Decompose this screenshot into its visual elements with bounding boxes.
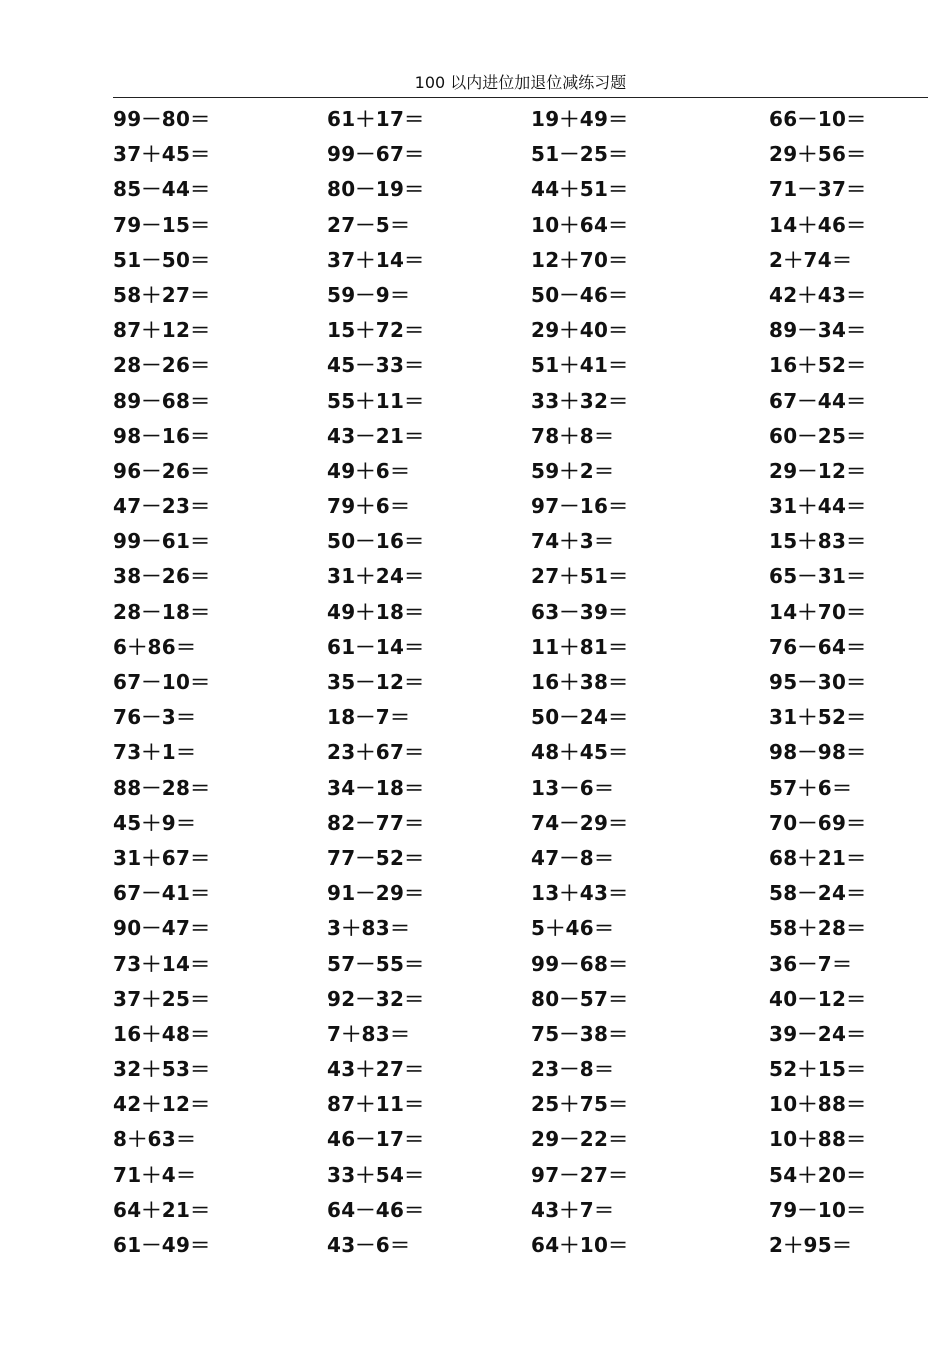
math-problem: 16＋38＝ xyxy=(531,670,629,694)
math-problem: 85－44＝ xyxy=(113,177,211,202)
math-problem: 60－25＝ xyxy=(769,423,867,448)
math-problem: 90－47＝ xyxy=(113,916,211,941)
math-problem: 74＋3＝ xyxy=(531,529,615,554)
math-problem: 67－10＝ xyxy=(113,670,211,694)
math-problem: 71＋4＝ xyxy=(113,1162,197,1187)
math-problem: 13－6＝ xyxy=(531,775,615,800)
math-problem: 15＋72＝ xyxy=(327,318,425,343)
math-problem: 8＋63＝ xyxy=(113,1127,197,1152)
math-problem: 10＋88＝ xyxy=(769,1092,867,1117)
math-problem: 58＋27＝ xyxy=(113,282,211,307)
math-problem: 97－27＝ xyxy=(531,1162,629,1187)
math-problem: 47－23＝ xyxy=(113,494,211,519)
math-problem: 37＋45＝ xyxy=(113,142,211,167)
math-problem: 57＋6＝ xyxy=(769,775,853,800)
math-problem: 80－57＝ xyxy=(531,986,629,1011)
math-problem: 74－29＝ xyxy=(531,810,629,835)
math-problem: 99－61＝ xyxy=(113,529,211,554)
math-problem: 52＋15＝ xyxy=(769,1057,867,1082)
math-problem: 99－67＝ xyxy=(327,142,425,167)
math-problem: 99－80＝ xyxy=(113,107,211,131)
math-problem: 47－8＝ xyxy=(531,845,615,870)
math-problem: 27－5＝ xyxy=(327,212,411,237)
math-problem: 57－55＝ xyxy=(327,951,425,976)
math-problem: 68＋21＝ xyxy=(769,845,867,870)
math-problem: 45－33＝ xyxy=(327,353,425,378)
math-problem: 73＋1＝ xyxy=(113,740,197,765)
math-problem: 97－16＝ xyxy=(531,494,629,519)
math-problem: 67－44＝ xyxy=(769,388,867,413)
math-problem: 29－22＝ xyxy=(531,1127,629,1152)
math-problem: 31＋44＝ xyxy=(769,494,867,519)
math-problem: 89－68＝ xyxy=(113,388,211,413)
math-problem: 43＋7＝ xyxy=(531,1197,615,1222)
math-problem: 79－10＝ xyxy=(769,1197,867,1222)
math-problem: 29＋40＝ xyxy=(531,318,629,343)
math-problem: 34－18＝ xyxy=(327,775,425,800)
math-problem: 32＋53＝ xyxy=(113,1057,211,1082)
math-problem: 82－77＝ xyxy=(327,810,425,835)
math-problem: 35－12＝ xyxy=(327,670,425,694)
math-problem: 96－26＝ xyxy=(113,458,211,483)
math-problem: 44＋51＝ xyxy=(531,177,629,202)
math-problem: 58－24＝ xyxy=(769,881,867,906)
math-problem: 36－7＝ xyxy=(769,951,853,976)
math-problem: 11＋81＝ xyxy=(531,634,629,659)
math-problem: 59－9＝ xyxy=(327,282,411,307)
math-problem: 73＋14＝ xyxy=(113,951,211,976)
math-problem: 2＋74＝ xyxy=(769,247,853,272)
math-problem: 95－30＝ xyxy=(769,670,867,694)
math-problem: 65－31＝ xyxy=(769,564,867,589)
math-problem: 23＋67＝ xyxy=(327,740,425,765)
math-problem: 54＋20＝ xyxy=(769,1162,867,1187)
math-problem: 51－50＝ xyxy=(113,247,211,272)
math-problem: 71－37＝ xyxy=(769,177,867,202)
math-problem: 12＋70＝ xyxy=(531,247,629,272)
math-problem: 89－34＝ xyxy=(769,318,867,343)
math-problem: 78＋8＝ xyxy=(531,423,615,448)
math-problem: 70－69＝ xyxy=(769,810,867,835)
math-problem: 80－19＝ xyxy=(327,177,425,202)
math-problem: 66－10＝ xyxy=(769,107,867,131)
math-problem: 43＋27＝ xyxy=(327,1057,425,1082)
math-problem: 2＋95＝ xyxy=(769,1233,853,1257)
math-problem: 14＋46＝ xyxy=(769,212,867,237)
page-title-text: 100 以内进位加退位减练习题 xyxy=(414,73,627,92)
math-problem: 31＋67＝ xyxy=(113,845,211,870)
math-problem: 15＋83＝ xyxy=(769,529,867,554)
math-problem: 61－14＝ xyxy=(327,634,425,659)
math-problem: 98－16＝ xyxy=(113,423,211,448)
math-problem: 46－17＝ xyxy=(327,1127,425,1152)
math-problem: 37＋14＝ xyxy=(327,247,425,272)
math-problem: 92－32＝ xyxy=(327,986,425,1011)
math-problem: 10＋88＝ xyxy=(769,1127,867,1152)
math-problem: 28－18＝ xyxy=(113,599,211,624)
math-problem: 64＋21＝ xyxy=(113,1197,211,1222)
math-problem: 23－8＝ xyxy=(531,1057,615,1082)
math-problem: 42＋12＝ xyxy=(113,1092,211,1117)
math-problem: 6＋86＝ xyxy=(113,634,197,659)
math-problem: 48＋45＝ xyxy=(531,740,629,765)
math-problem: 61＋17＝ xyxy=(327,107,425,131)
math-problem: 43－6＝ xyxy=(327,1233,411,1257)
math-problem: 16＋48＝ xyxy=(113,1021,211,1046)
math-problem: 51＋41＝ xyxy=(531,353,629,378)
math-problem: 75－38＝ xyxy=(531,1021,629,1046)
math-problem: 43－21＝ xyxy=(327,423,425,448)
math-problem: 25＋75＝ xyxy=(531,1092,629,1117)
math-problem: 58＋28＝ xyxy=(769,916,867,941)
math-problem: 77－52＝ xyxy=(327,845,425,870)
math-problem: 61－49＝ xyxy=(113,1233,211,1257)
problem-column-1 xyxy=(113,102,210,1263)
math-problem: 67－41＝ xyxy=(113,881,211,906)
math-problem: 87＋11＝ xyxy=(327,1092,425,1117)
math-problem: 31＋52＝ xyxy=(769,705,867,730)
math-problem: 50－46＝ xyxy=(531,282,629,307)
math-problem: 10＋64＝ xyxy=(531,212,629,237)
math-problem: 55＋11＝ xyxy=(327,388,425,413)
math-problem: 3＋83＝ xyxy=(327,916,411,941)
math-problem: 64－46＝ xyxy=(327,1197,425,1222)
math-problem: 50－24＝ xyxy=(531,705,629,730)
math-problem: 87＋12＝ xyxy=(113,318,211,343)
math-problem: 64＋10＝ xyxy=(531,1233,629,1257)
math-problem: 49＋18＝ xyxy=(327,599,425,624)
math-problem: 50－16＝ xyxy=(327,529,425,554)
math-problem: 42＋43＝ xyxy=(769,282,867,307)
problem-column-2 xyxy=(327,102,424,1263)
math-problem: 7＋83＝ xyxy=(327,1021,411,1046)
math-problem: 51－25＝ xyxy=(531,142,629,167)
math-problem: 33＋32＝ xyxy=(531,388,629,413)
math-problem: 91－29＝ xyxy=(327,881,425,906)
math-problem: 39－24＝ xyxy=(769,1021,867,1046)
math-problem: 33＋54＝ xyxy=(327,1162,425,1187)
math-problem: 79＋6＝ xyxy=(327,494,411,519)
math-problem: 59＋2＝ xyxy=(531,458,615,483)
math-problem: 28－26＝ xyxy=(113,353,211,378)
math-problem: 76－3＝ xyxy=(113,705,197,730)
math-problem: 27＋51＝ xyxy=(531,564,629,589)
math-problem: 63－39＝ xyxy=(531,599,629,624)
problem-column-3 xyxy=(531,102,628,1263)
math-problem: 99－68＝ xyxy=(531,951,629,976)
math-problem: 16＋52＝ xyxy=(769,353,867,378)
math-problem: 29－12＝ xyxy=(769,458,867,483)
math-problem: 98－98＝ xyxy=(769,740,867,765)
page-title xyxy=(113,70,928,98)
math-problem: 88－28＝ xyxy=(113,775,211,800)
math-problem: 29＋56＝ xyxy=(769,142,867,167)
math-problem: 37＋25＝ xyxy=(113,986,211,1011)
math-problem: 31＋24＝ xyxy=(327,564,425,589)
math-problem: 19＋49＝ xyxy=(531,107,629,131)
math-problem: 40－12＝ xyxy=(769,986,867,1011)
problem-column-4 xyxy=(769,102,866,1263)
math-problem: 76－64＝ xyxy=(769,634,867,659)
math-problem: 79－15＝ xyxy=(113,212,211,237)
math-problem: 14＋70＝ xyxy=(769,599,867,624)
math-problem: 38－26＝ xyxy=(113,564,211,589)
math-problem: 49＋6＝ xyxy=(327,458,411,483)
math-problem: 13＋43＝ xyxy=(531,881,629,906)
math-problem: 45＋9＝ xyxy=(113,810,197,835)
math-problem: 18－7＝ xyxy=(327,705,411,730)
math-problem: 5＋46＝ xyxy=(531,916,615,941)
